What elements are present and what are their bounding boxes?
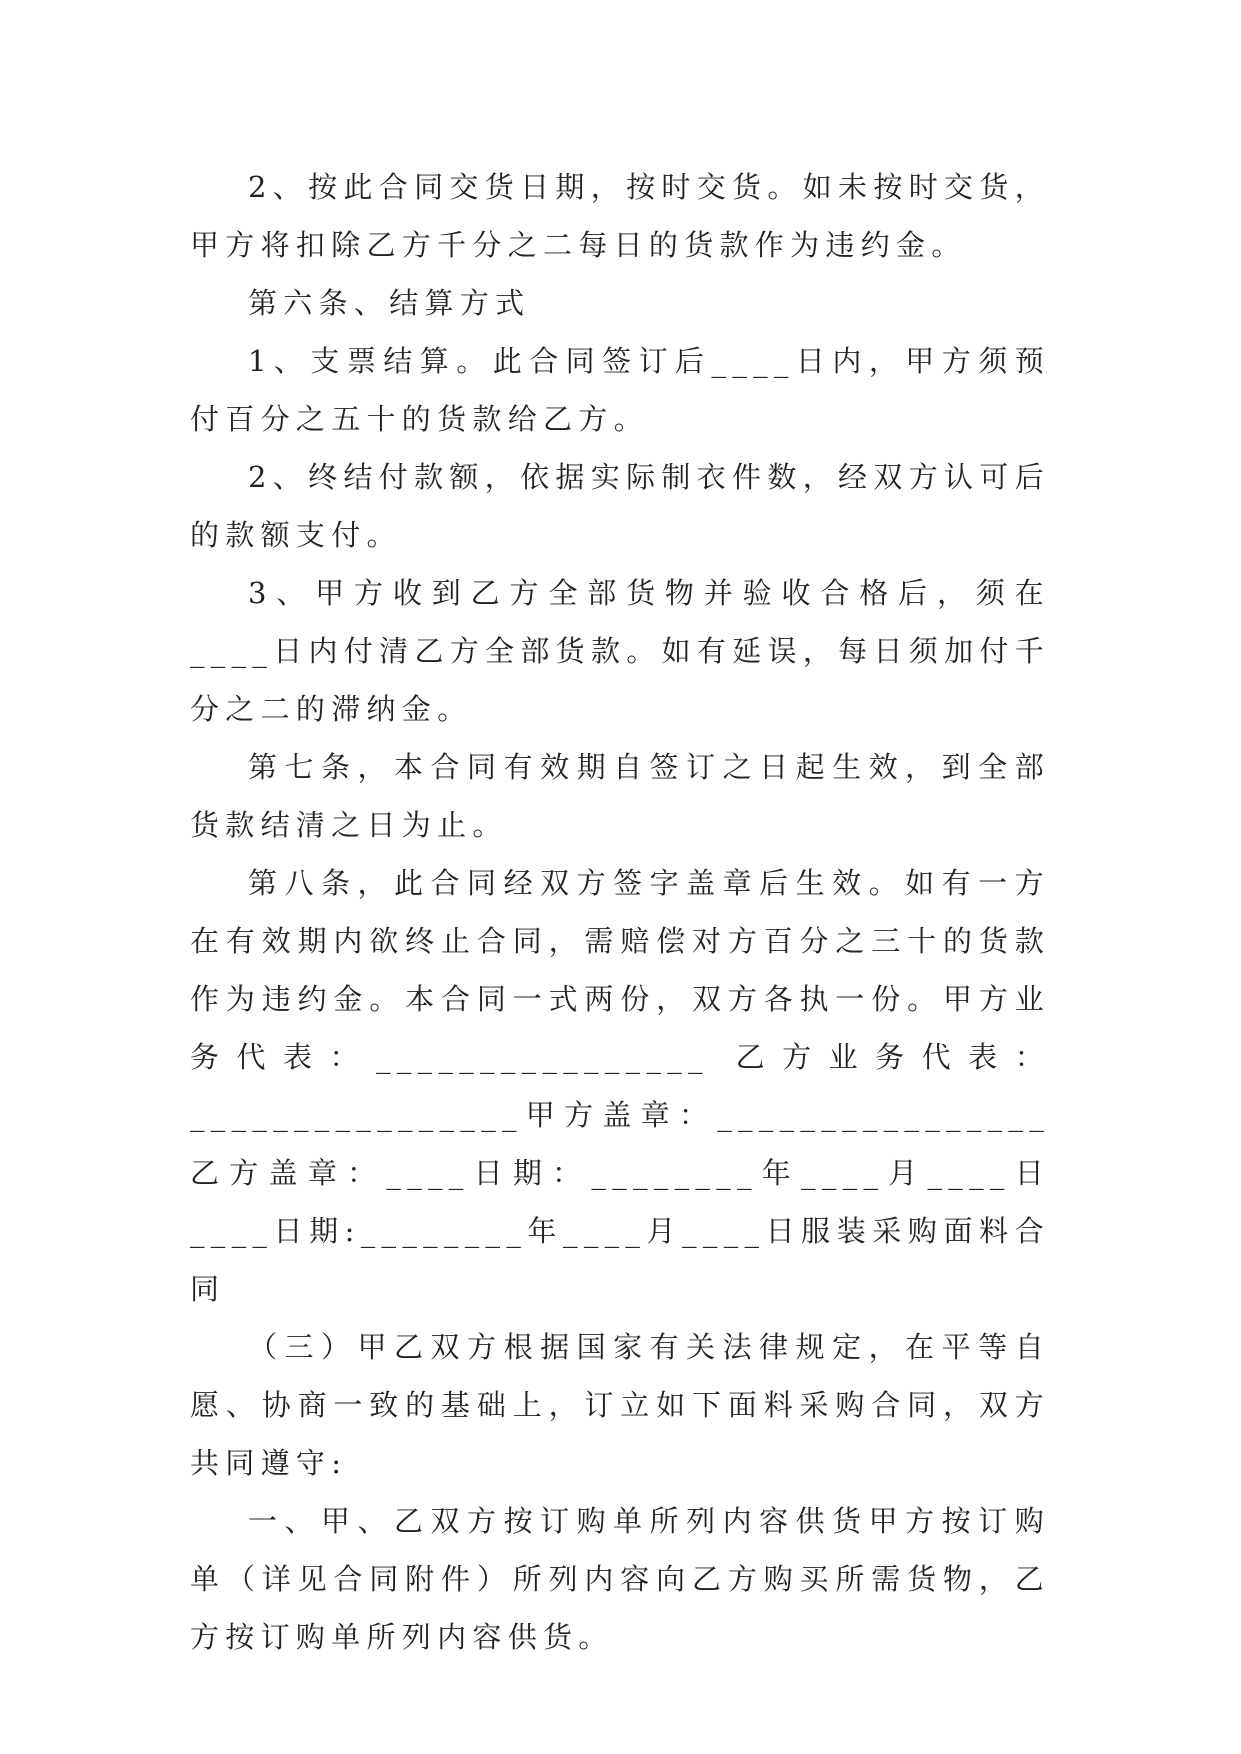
paragraph-validity-period: 第七条，本合同有效期自签订之日起生效，到全部货款结清之日为止。 <box>190 750 1050 842</box>
paragraph-delivery-penalty: 2、按此合同交货日期，按时交货。如未按时交货，甲方将扣除乙方千分之二每日的货款作为违约金。 <box>190 170 1050 262</box>
paragraph-final-payment: 2、终结付款额，依据实际制衣件数，经双方认可后的款额支付。 <box>190 460 1050 552</box>
paragraph-supply-terms: 一、甲、乙双方按订购单所列内容供货甲方按订购单（详见合同附件）所列内容向乙方购买所需货物，乙方按订购单所列内容供货。 <box>190 1504 1050 1654</box>
section-heading-settlement: 第六条、结算方式 <box>248 286 531 320</box>
document-body <box>190 158 1050 1666</box>
paragraph-check-settlement: 1、支票结算。此合同签订后____日内，甲方须预付百分之五十的货款给乙方。 <box>190 344 1050 436</box>
paragraph-contract-preamble: （三）甲乙双方根据国家有关法律规定，在平等自愿、协商一致的基础上，订立如下面料采购合同，双方共同遵守: <box>190 1330 1050 1480</box>
paragraph-signatures: 第八条，此合同经双方签字盖章后生效。如有一方在有效期内欲终止合同，需赔偿对方百分之三十的货款作为违约金。本合同一式两份，双方各执一份。甲方业务代表：________________ 乙方业务代表：________________甲方盖章：________________ 乙方盖章：____日期：________年____月____日____日期:________年____月____日服装采购面料合同 <box>190 866 1050 1306</box>
paragraph-acceptance-payment: 3、甲方收到乙方全部货物并验收合格后，须在____日内付清乙方全部货款。如有延误，每日须加付千分之二的滞纳金。 <box>190 576 1050 726</box>
